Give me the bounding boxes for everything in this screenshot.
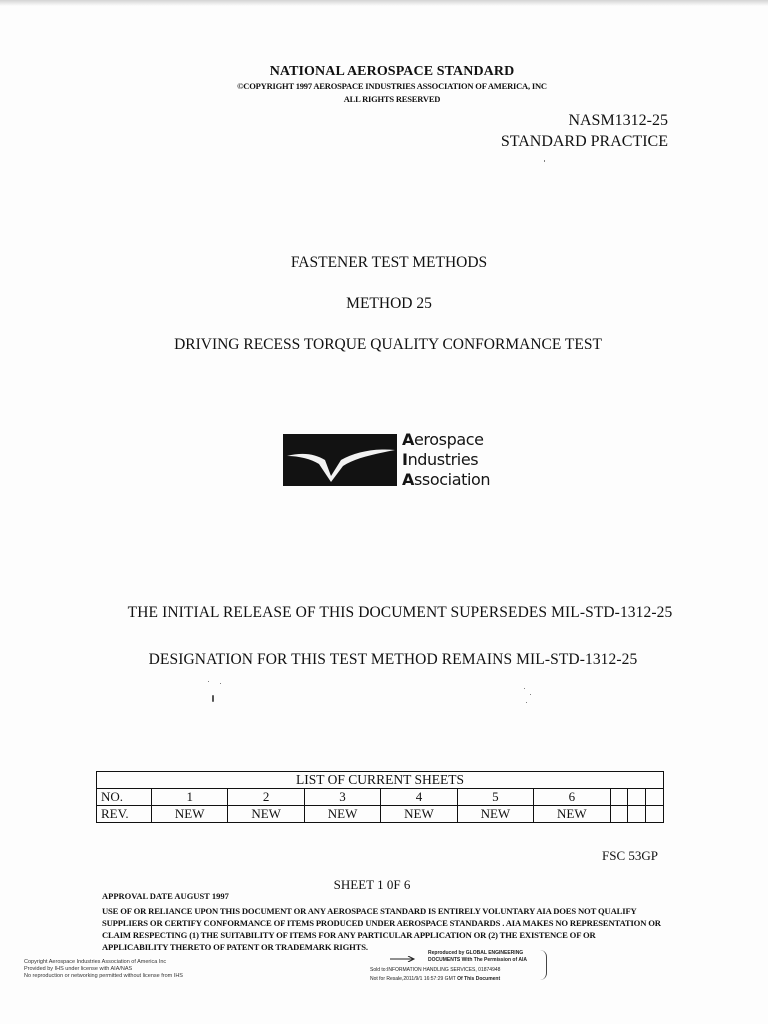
title-line-1: FASTENER TEST METHODS (290, 254, 488, 271)
sold-to-text: Sold to:INFORMATION HANDLING SERVICES, 01874948 (370, 967, 501, 973)
row-label-rev: REV. (97, 806, 152, 823)
reproduction-stamp (368, 950, 550, 986)
table-row-revisions (97, 806, 664, 823)
table-title-row (97, 772, 664, 789)
license-line: No reproduction or networking permitted without license from IHS (24, 973, 183, 979)
aia-logo-text (402, 430, 490, 490)
revision-cell: NEW (534, 806, 610, 823)
standard-title: NATIONAL AEROSPACE STANDARD (269, 64, 515, 79)
revision-cell (628, 806, 646, 823)
license-line: Copyright Aerospace Industries Association of America Inc (24, 959, 167, 965)
revision-cell: NEW (228, 806, 304, 823)
scan-speck (212, 695, 214, 702)
sheet-number-cell (610, 789, 628, 806)
logo-line-2: Industries (402, 450, 479, 469)
row-label-no: NO. (97, 789, 152, 806)
title-line-2: METHOD 25 (346, 295, 432, 312)
scan-speck (530, 694, 531, 695)
revision-cell: NEW (152, 806, 228, 823)
designation-statement: DESIGNATION FOR THIS TEST METHOD REMAINS MIL-STD-1312-25 (148, 651, 638, 668)
license-line: Provided by IHS under license with AIA/NAS (24, 966, 133, 972)
revision-cell (610, 806, 628, 823)
aia-logo-graphic (283, 434, 397, 486)
current-sheets-table (96, 771, 664, 823)
approval-date: APPROVAL DATE AUGUST 1997 (102, 891, 229, 901)
scan-speck (524, 688, 525, 689)
scan-speck (208, 681, 209, 682)
stamp-bracket (540, 950, 547, 980)
sheet-number-cell (646, 789, 664, 806)
swoosh-icon (283, 434, 397, 486)
license-footer (24, 959, 183, 980)
supersedes-statement: THE INITIAL RELEASE OF THIS DOCUMENT SUPERSEDES MIL-STD-1312-25 (127, 604, 673, 621)
document-type: STANDARD PRACTICE (500, 133, 668, 150)
aia-logo (283, 430, 493, 496)
copyright-line: ©COPYRIGHT 1997 AEROSPACE INDUSTRIES ASSOCIATION OF AMERICA, INC (237, 81, 547, 91)
scan-top-edge (0, 0, 768, 6)
sheet-number-cell: 5 (457, 789, 533, 806)
table-row-numbers (97, 789, 664, 806)
title-line-3: DRIVING RECESS TORQUE QUALITY CONFORMANCE TEST (174, 336, 602, 353)
scan-speck (544, 160, 545, 162)
logo-line-3: Association (402, 470, 491, 489)
sheet-number-cell: 6 (534, 789, 610, 806)
sheet-number-cell: 4 (381, 789, 457, 806)
arrow-icon (390, 956, 420, 962)
revision-cell (646, 806, 664, 823)
not-for-resale-text: Not for Resale,2011/9/1 16:57:29 GMT Of This Document (370, 976, 501, 982)
document-number: NASM1312-25 (568, 112, 668, 129)
sheet-number-cell (628, 789, 646, 806)
sheet-number-cell: 3 (304, 789, 380, 806)
logo-line-1: Aerospace (402, 430, 484, 449)
table-title: LIST OF CURRENT SHEETS (97, 772, 664, 789)
revision-cell: NEW (457, 806, 533, 823)
reproduction-text: Reproduced by GLOBAL ENGINEERING DOCUMENTS With The Permission of AIA (428, 950, 527, 963)
fsc-code: FSC 53GP (602, 848, 658, 863)
sheet-number-cell: 2 (228, 789, 304, 806)
rights-line: ALL RIGHTS RESERVED (343, 94, 441, 104)
revision-cell: NEW (381, 806, 457, 823)
scan-speck (526, 702, 527, 703)
sheet-number-cell: 1 (152, 789, 228, 806)
scan-speck (220, 683, 221, 684)
revision-cell: NEW (304, 806, 380, 823)
sheet-number: SHEET 1 0F 6 (333, 877, 411, 892)
voluntary-use-notice: USE OF OR RELIANCE UPON THIS DOCUMENT OR ANY AEROSPACE STANDARD IS ENTIRELY VOLUNTARY AIA DOES NOT QUALIFY SUPPLIERS OR CERTIFY CONFORMANCE OF ITEMS PRODUCED UNDER AEROSPACE STANDARDS . AIA MAKES NO REPRESENTATION OR CLAIM RESPECTING (1) THE SUITABILITY OF ITEMS FOR ANY PARTICULAR APPLICATION OR (2) THE EXISTENCE OF OR APPLICABILITY THERETO OF PATENT OR TRADEMARK RIGHTS. (102, 906, 661, 952)
